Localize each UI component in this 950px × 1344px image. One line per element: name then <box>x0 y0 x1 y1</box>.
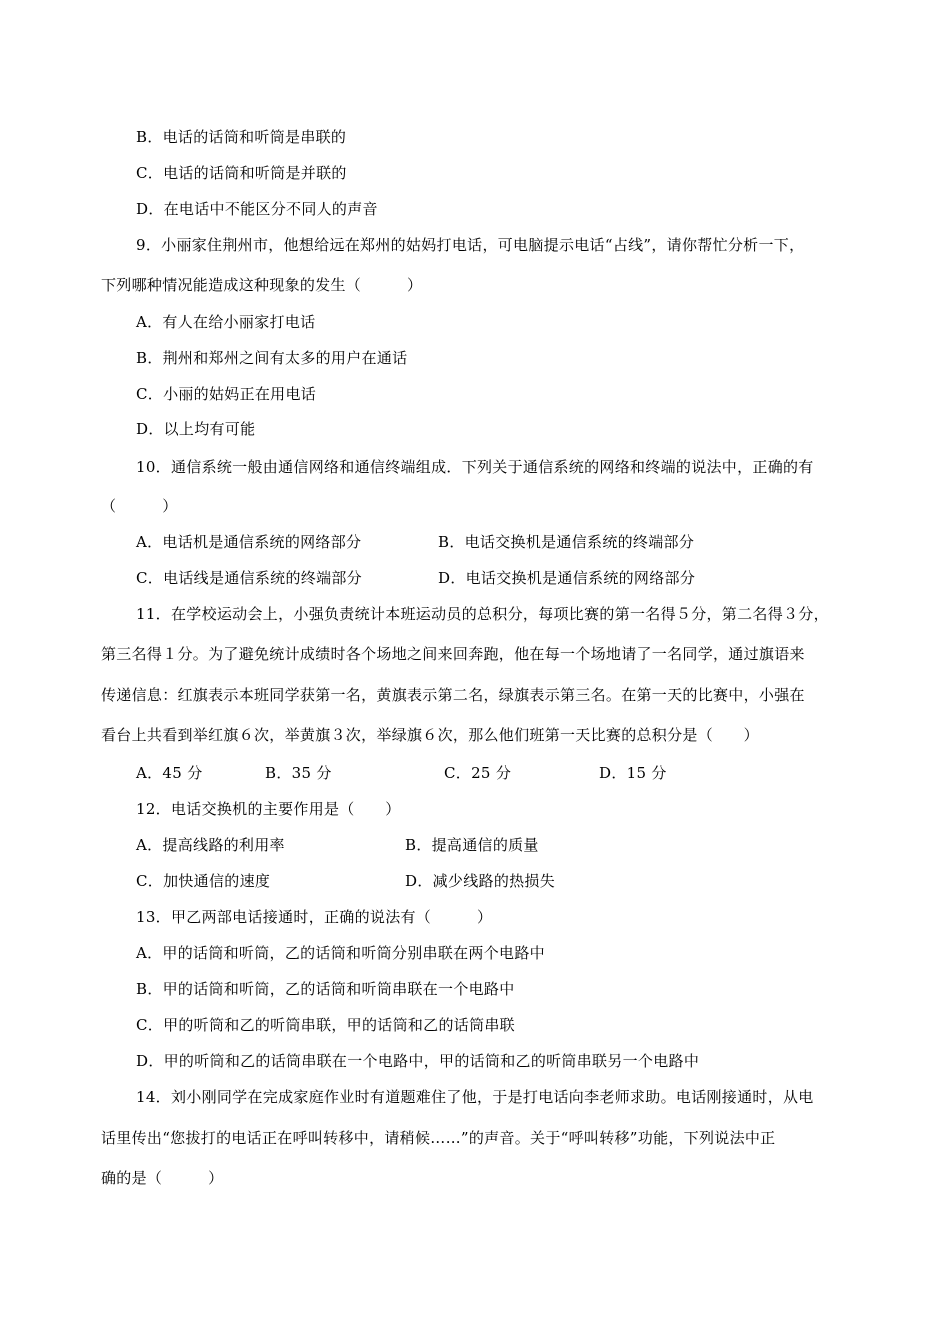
q11-option-a: A．45 分 <box>136 764 203 782</box>
q9-option-d: D．以上均有可能 <box>136 420 256 438</box>
q12-stem: 12．电话交换机的主要作用是（ ） <box>136 800 401 818</box>
q12-option-c: C．加快通信的速度 <box>136 872 271 890</box>
q11-stem-line1: 11．在学校运动会上，小强负责统计本班运动员的总积分，每项比赛的第一名得５分，第二名得３分， <box>136 605 829 623</box>
q11-stem-line4: 看台上共看到举红旗６次，举黄旗３次，举绿旗６次，那么他们班第一天比赛的总积分是（ ） <box>101 726 759 744</box>
q11-stem-line3: 传递信息：红旗表示本班同学获第一名，黄旗表示第二名，绿旗表示第三名。在第一天的比赛中，小强在 <box>101 686 805 704</box>
q10-option-d: D．电话交换机是通信系统的网络部分 <box>438 569 696 587</box>
q11-stem-line2: 第三名得１分。为了避免统计成绩时各个场地之间来回奔跑，他在每一个场地请了一名同学，通过旗语来 <box>101 645 805 663</box>
q13-option-c: C．甲的听筒和乙的听筒串联，甲的话筒和乙的话筒串联 <box>136 1016 515 1034</box>
q12-option-a: A．提高线路的利用率 <box>136 836 285 854</box>
q14-stem-line3: 确的是（ ） <box>101 1169 224 1187</box>
q9-option-a: A．有人在给小丽家打电话 <box>136 313 316 331</box>
q10-option-a: A．电话机是通信系统的网络部分 <box>136 533 362 551</box>
q13-option-a: A．甲的话筒和听筒，乙的话筒和听筒分别串联在两个电路中 <box>136 944 545 962</box>
q13-stem: 13．甲乙两部电话接通时，正确的说法有（ ） <box>136 908 493 926</box>
q14-stem-line2: 话里传出“您拔打的电话正在呼叫转移中，请稍候……”的声音。关于“呼叫转移”功能，下列说法中正 <box>101 1129 776 1147</box>
q8-option-c: C．电话的话筒和听筒是并联的 <box>136 164 347 182</box>
q9-stem-line1: 9．小丽家住荆州市，他想给远在郑州的姑妈打电话，可电脑提示电话“占线”，请你帮忙分析一下， <box>136 236 805 254</box>
q9-option-b: B．荆州和郑州之间有太多的用户在通话 <box>136 349 408 367</box>
q14-stem-line1: 14．刘小刚同学在完成家庭作业时有道题难住了他，于是打电话向李老师求助。电话刚接通时，从电 <box>136 1088 814 1106</box>
q9-stem-line2: 下列哪种情况能造成这种现象的发生（ ） <box>101 276 423 294</box>
q11-option-b: B．35 分 <box>265 764 332 782</box>
q10-stem-line2: （ ） <box>101 497 178 515</box>
q10-option-b: B．电话交换机是通信系统的终端部分 <box>438 533 695 551</box>
q13-option-b: B．甲的话筒和听筒，乙的话筒和听筒串联在一个电路中 <box>136 980 515 998</box>
q10-option-c: C．电话线是通信系统的终端部分 <box>136 569 362 587</box>
q13-option-d: D．甲的听筒和乙的话筒串联在一个电路中，甲的话筒和乙的听筒串联另一个电路中 <box>136 1052 700 1070</box>
q8-option-b: B．电话的话筒和听筒是串联的 <box>136 128 347 146</box>
q9-option-c: C．小丽的姑妈正在用电话 <box>136 385 317 403</box>
q10-stem-line1: 10．通信系统一般由通信网络和通信终端组成．下列关于通信系统的网络和终端的说法中，正确的有 <box>136 458 814 476</box>
q8-option-d: D．在电话中不能区分不同人的声音 <box>136 200 378 218</box>
q11-option-d: D．15 分 <box>599 764 667 782</box>
q12-option-b: B．提高通信的质量 <box>405 836 539 854</box>
q12-option-d: D．减少线路的热损失 <box>405 872 556 890</box>
q11-option-c: C．25 分 <box>444 764 512 782</box>
